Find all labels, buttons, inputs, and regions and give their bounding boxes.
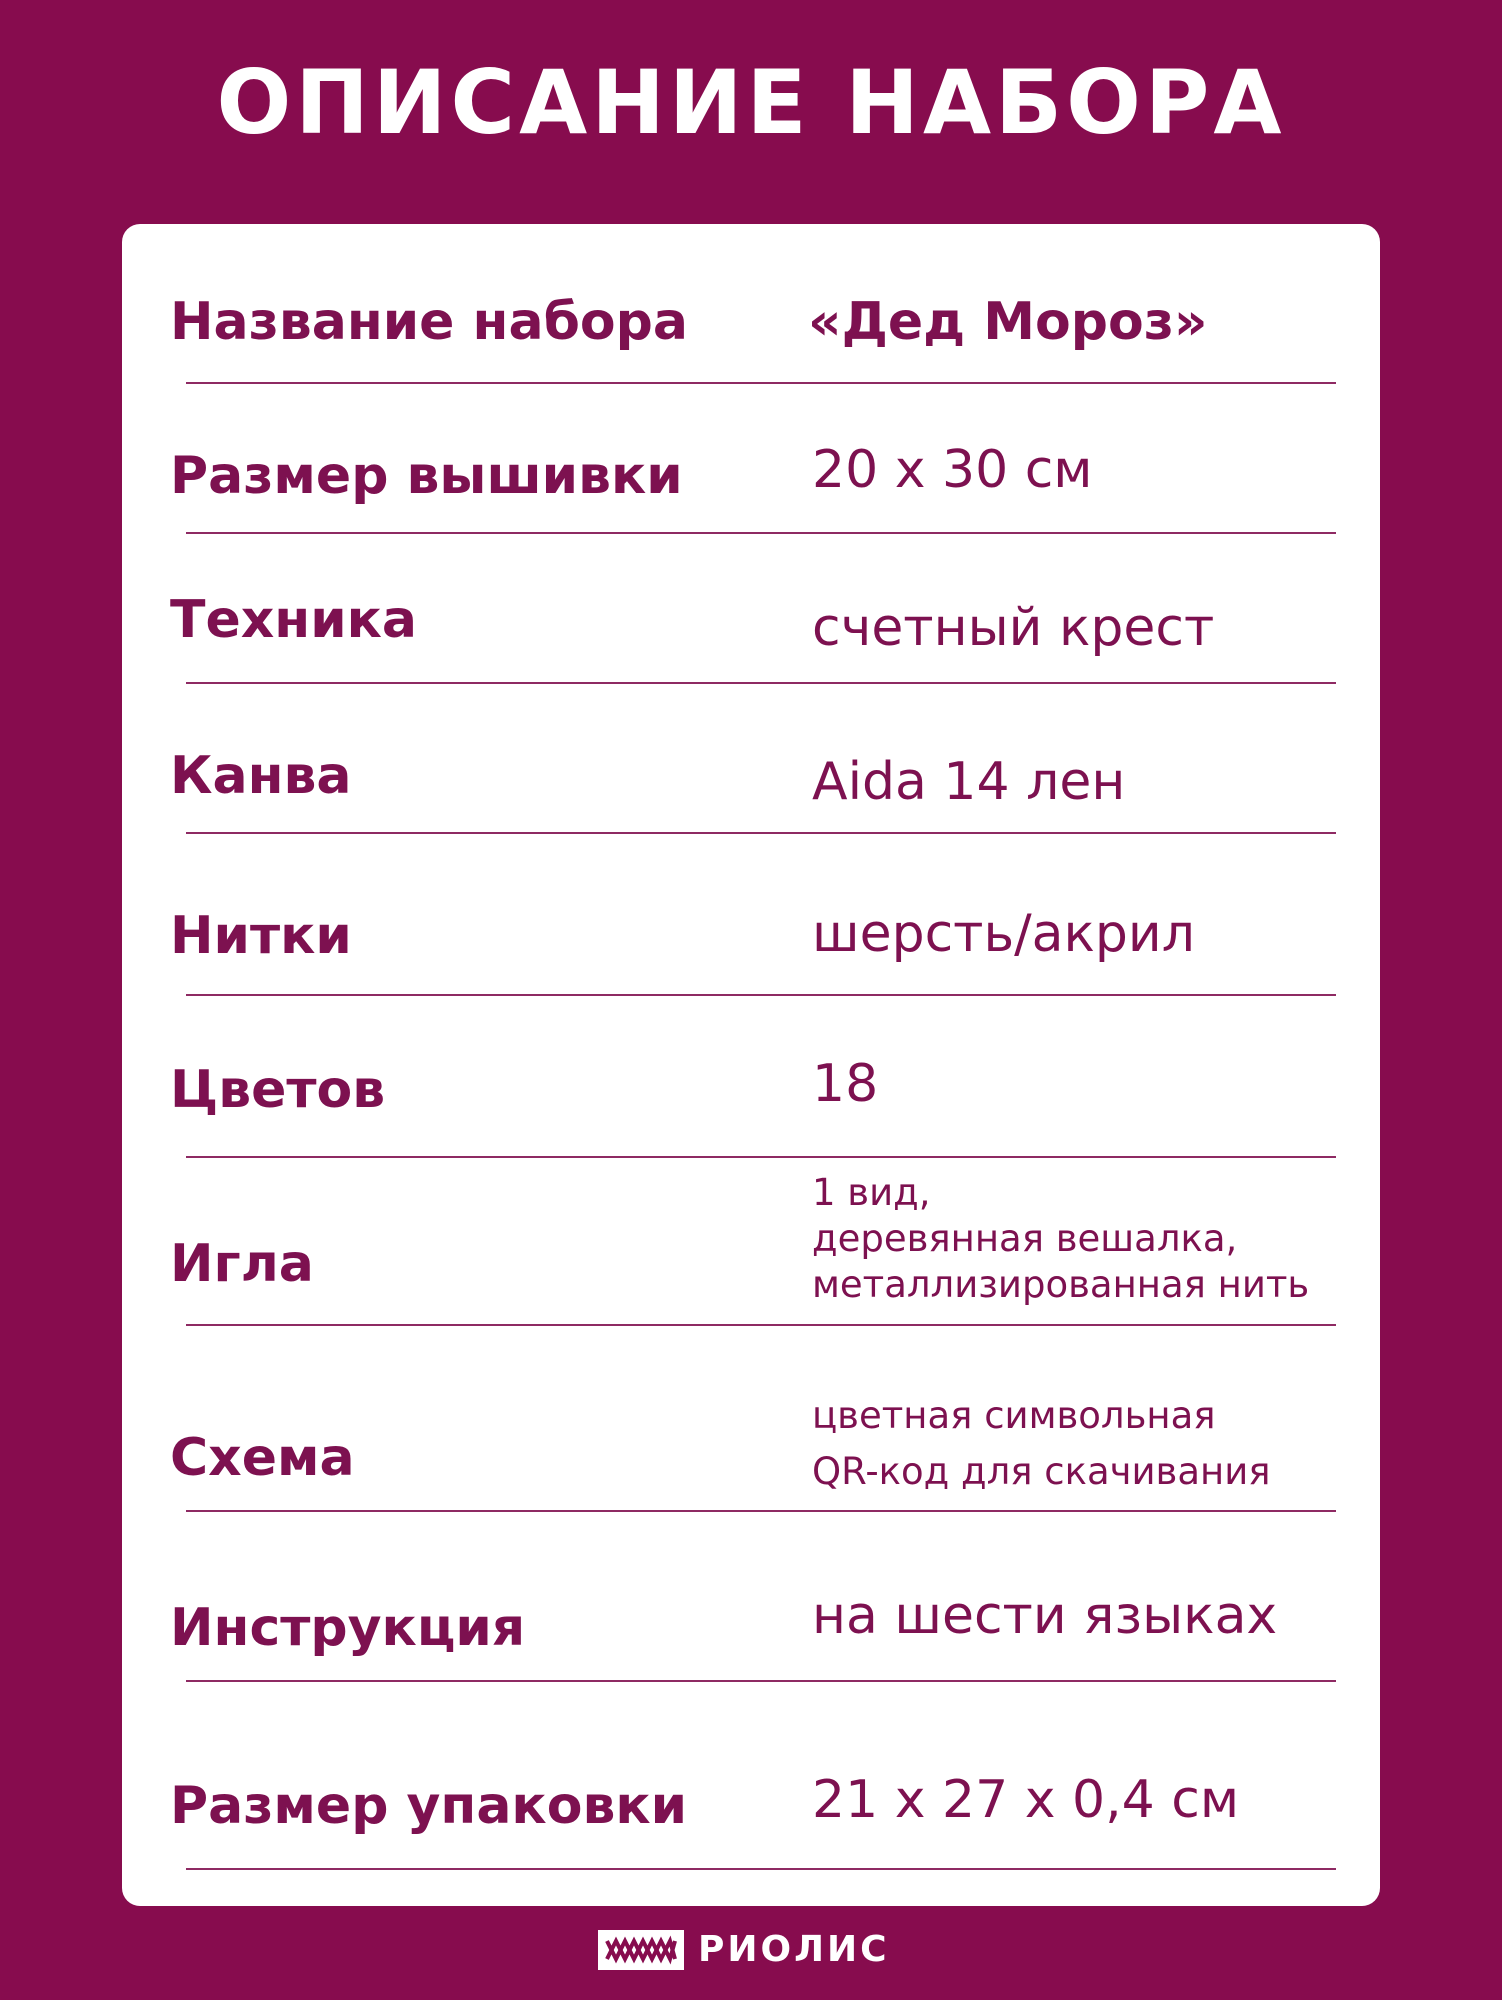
- spec-value: на шести языках: [812, 1586, 1278, 1646]
- spec-label: Название набора: [170, 292, 688, 352]
- spec-value: шерсть/акрил: [812, 904, 1195, 964]
- spec-value: 18: [812, 1054, 879, 1114]
- spec-value-line: QR-код для скачивания: [812, 1450, 1271, 1493]
- spec-label: Размер упаковки: [170, 1776, 688, 1836]
- spec-card: [122, 224, 1380, 1906]
- spec-value-line: деревянная вешалка,: [812, 1217, 1238, 1260]
- spec-value: [812, 1388, 1271, 1500]
- divider: [186, 682, 1336, 684]
- brand-name: РИОЛИС: [698, 1929, 890, 1970]
- spec-value-line: цветная символьная: [812, 1394, 1216, 1437]
- spec-label: Игла: [170, 1234, 314, 1294]
- divider: [186, 1680, 1336, 1682]
- divider: [186, 832, 1336, 834]
- spec-label: Нитки: [170, 906, 352, 966]
- page-title: ОПИСАНИЕ НАБОРА: [216, 51, 1286, 154]
- spec-value: 21 х 27 х 0,4 см: [812, 1770, 1240, 1830]
- spec-value: [812, 1170, 1309, 1308]
- spec-value: счетный крест: [812, 598, 1215, 658]
- rioлis-logo-icon: [598, 1930, 684, 1970]
- spec-label: Схема: [170, 1428, 355, 1488]
- spec-value: 20 х 30 см: [812, 440, 1093, 500]
- spec-label: Техника: [170, 590, 418, 650]
- spec-value: Aida 14 лен: [812, 752, 1126, 812]
- spec-label: Цветов: [170, 1060, 386, 1120]
- divider: [186, 1156, 1336, 1158]
- divider: [186, 1510, 1336, 1512]
- spec-label: Канва: [170, 746, 352, 806]
- spec-label: Размер вышивки: [170, 446, 683, 506]
- spec-value-line: металлизированная нить: [812, 1263, 1310, 1306]
- divider: [186, 382, 1336, 384]
- divider: [186, 1324, 1336, 1326]
- spec-value: «Дед Мороз»: [808, 292, 1208, 352]
- divider: [186, 532, 1336, 534]
- spec-value-line: 1 вид,: [812, 1171, 931, 1214]
- spec-label: Инструкция: [170, 1598, 526, 1658]
- divider: [186, 1868, 1336, 1870]
- divider: [186, 994, 1336, 996]
- brand: [598, 1928, 890, 1972]
